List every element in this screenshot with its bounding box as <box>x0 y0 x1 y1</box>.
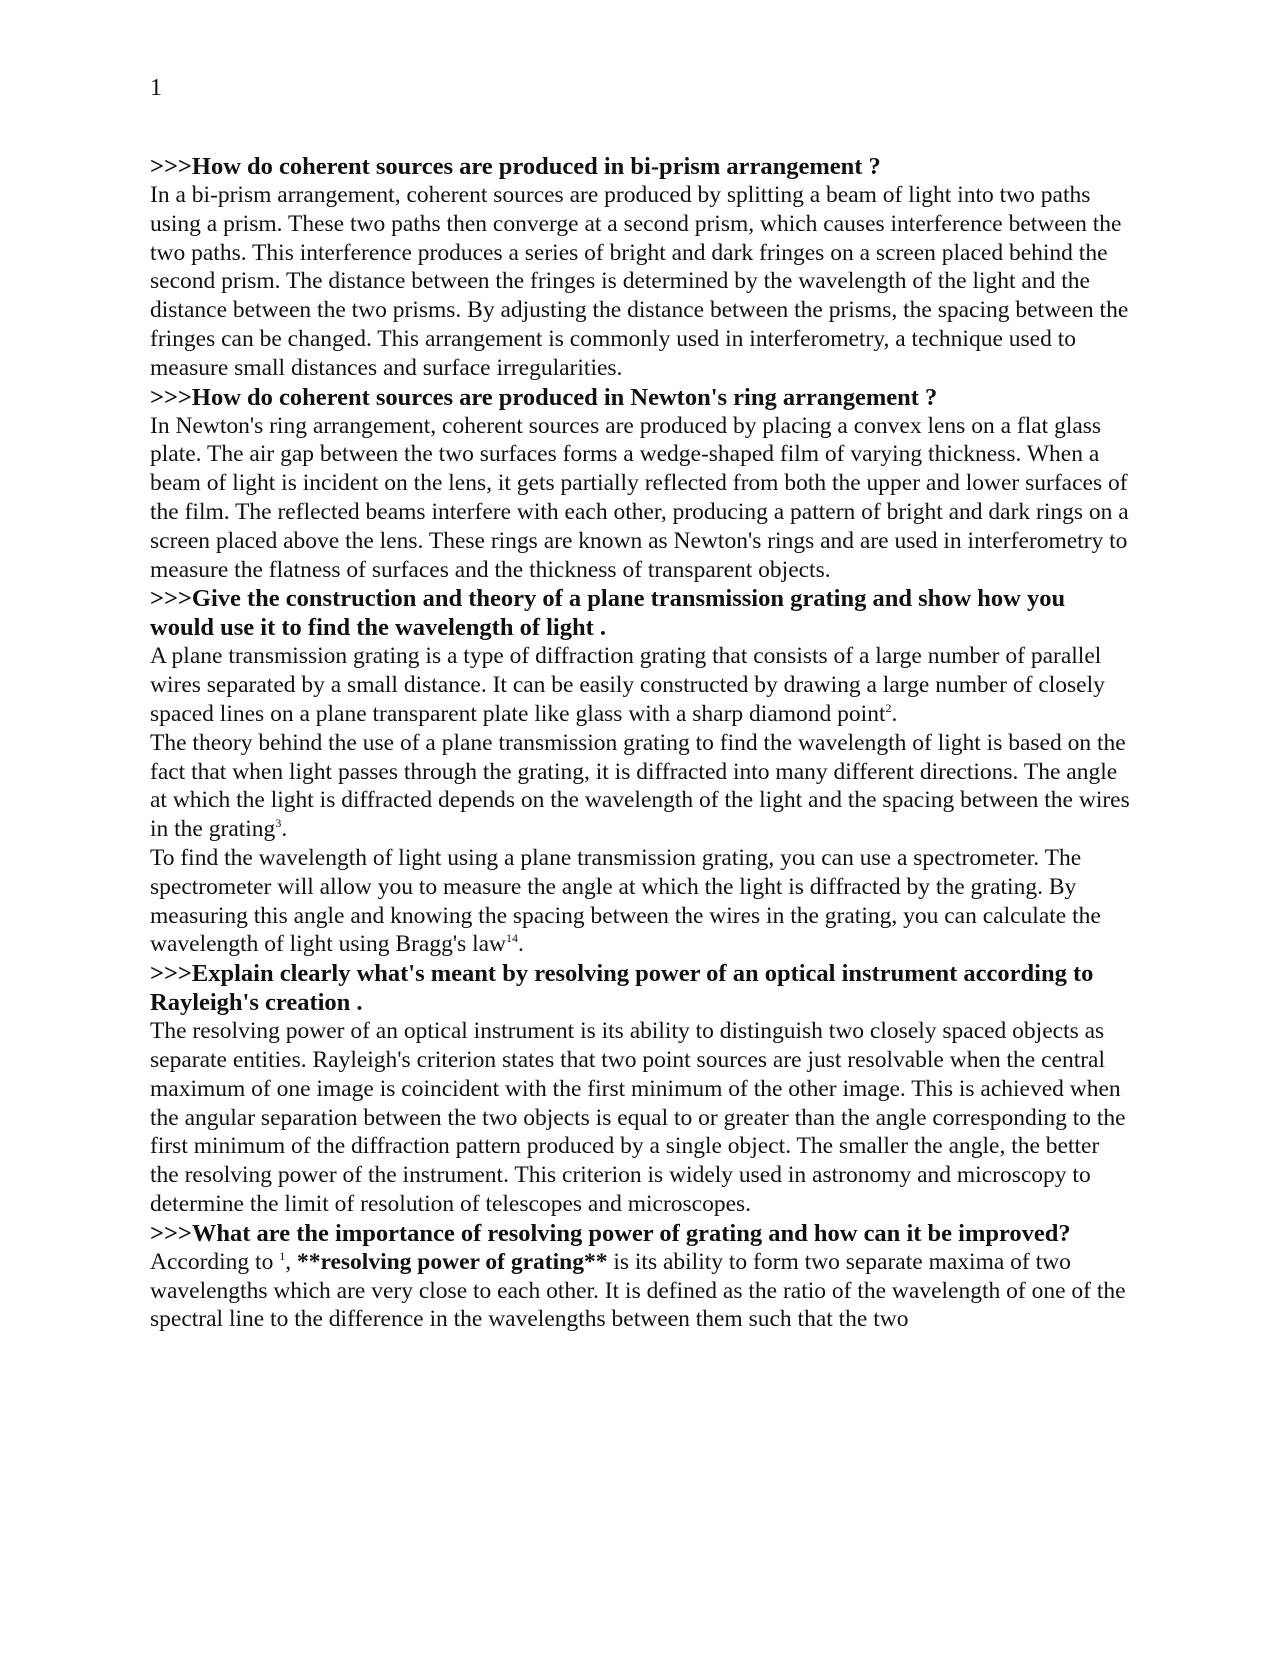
question-heading: >>>What are the importance of resolving power of grating and how can it be improved? <box>150 1219 1071 1247</box>
paragraph-text: A plane transmission grating is a type of diffraction grating that consists of a large number of parallel wires separated by a small distance. It can be easily constructed by drawing a large number of closely spaced lines on a plane transparent plate like glass with a sharp diamond point <box>150 643 1105 727</box>
paragraph-text: is its ability to form two separate maxima of two wavelengths which are very close to each other. It is defined as the ratio of the wavelength of one of the spectral line to the difference in the wavelengths between them such that the two <box>150 1248 1126 1333</box>
paragraph-end: . <box>281 816 288 843</box>
bold-term: **resolving power of grating** <box>296 1248 608 1275</box>
answer-paragraph <box>150 1248 1130 1334</box>
answer-paragraph <box>150 729 1130 844</box>
reference-superscript: 3 <box>275 816 282 831</box>
reference-superscript: 1 <box>279 1248 286 1263</box>
reference-superscript: 2 <box>885 701 892 716</box>
paragraph-end: . <box>518 931 524 958</box>
page-number: 1 <box>150 75 162 101</box>
answer-paragraph <box>150 642 1130 728</box>
question-heading: >>>How do coherent sources are produced in Newton's ring arrangement ? <box>150 383 938 411</box>
document-body <box>150 152 1130 1334</box>
paragraph-end: . <box>891 700 898 727</box>
question-heading: >>>Give the construction and theory of a plane transmission grating and show how you would use it to find the wavelength of light . <box>150 585 1066 642</box>
answer-paragraph: In a bi-prism arrangement, coherent sources are produced by splitting a beam of light into two paths using a prism. These two paths then converge at a second prism, which causes interference between the two paths. This interference produces a series of bright and dark fringes on a screen placed behind the second prism. The distance between the fringes is determined by the wavelength of the light and the distance between the two prisms. By adjusting the distance between the prisms, the spacing between the fringes can be changed. This arrangement is commonly used in interferometry, a technique used to measure small distances and surface irregularities. <box>150 182 1129 381</box>
reference-superscript: 14 <box>506 931 519 946</box>
answer-paragraph: In Newton's ring arrangement, coherent sources are produced by placing a convex lens on a flat glass plate. The air gap between the two surfaces forms a wedge-shaped film of varying thickness. When a beam of light is incident on the lens, it gets partially reflected from both the upper and lower surfaces of the film. The reflected beams interfere with each other, producing a pattern of bright and dark rings on a screen placed above the lens. These rings are known as Newton's rings and are used in interferometry to measure the flatness of surfaces and the thickness of transparent objects. <box>150 412 1129 583</box>
paragraph-text: To find the wavelength of light using a plane transmission grating, you can use a spectrometer. The spectrometer will allow you to measure the angle at which the light is diffracted by the grating. By measuring this angle and knowing the spacing between the wires in the grating, you can calculate the wavelength of light using Bragg's law <box>150 844 1101 958</box>
answer-paragraph <box>150 844 1130 959</box>
paragraph-lead: According to <box>150 1248 280 1275</box>
paragraph-text: The theory behind the use of a plane transmission grating to find the wavelength of light is based on the fact that when light passes through the grating, it is diffracted into many different directions. The angle at which the light is diffracted depends on the wavelength of the light and the spacing between the wires in the grating <box>150 729 1130 843</box>
question-heading: >>>Explain clearly what's meant by resolving power of an optical instrument according to Rayleigh's creation . <box>150 960 1094 1017</box>
question-heading: >>>How do coherent sources are produced in bi-prism arrangement ? <box>150 153 881 180</box>
answer-paragraph: The resolving power of an optical instrument is its ability to distinguish two closely spaced objects as separate entities. Rayleigh's criterion states that two point sources are just resolvable when the central maximum of one image is coincident with the first minimum of the other image. This is achieved when the angular separation between the two objects is equal to or greater than the angle corresponding to the first minimum of the diffraction pattern produced by a single object. The smaller the angle, the better the resolving power of the instrument. This criterion is widely used in astronomy and microscopy to determine the limit of resolution of telescopes and microscopes. <box>150 1018 1126 1217</box>
separator: , <box>285 1248 297 1275</box>
